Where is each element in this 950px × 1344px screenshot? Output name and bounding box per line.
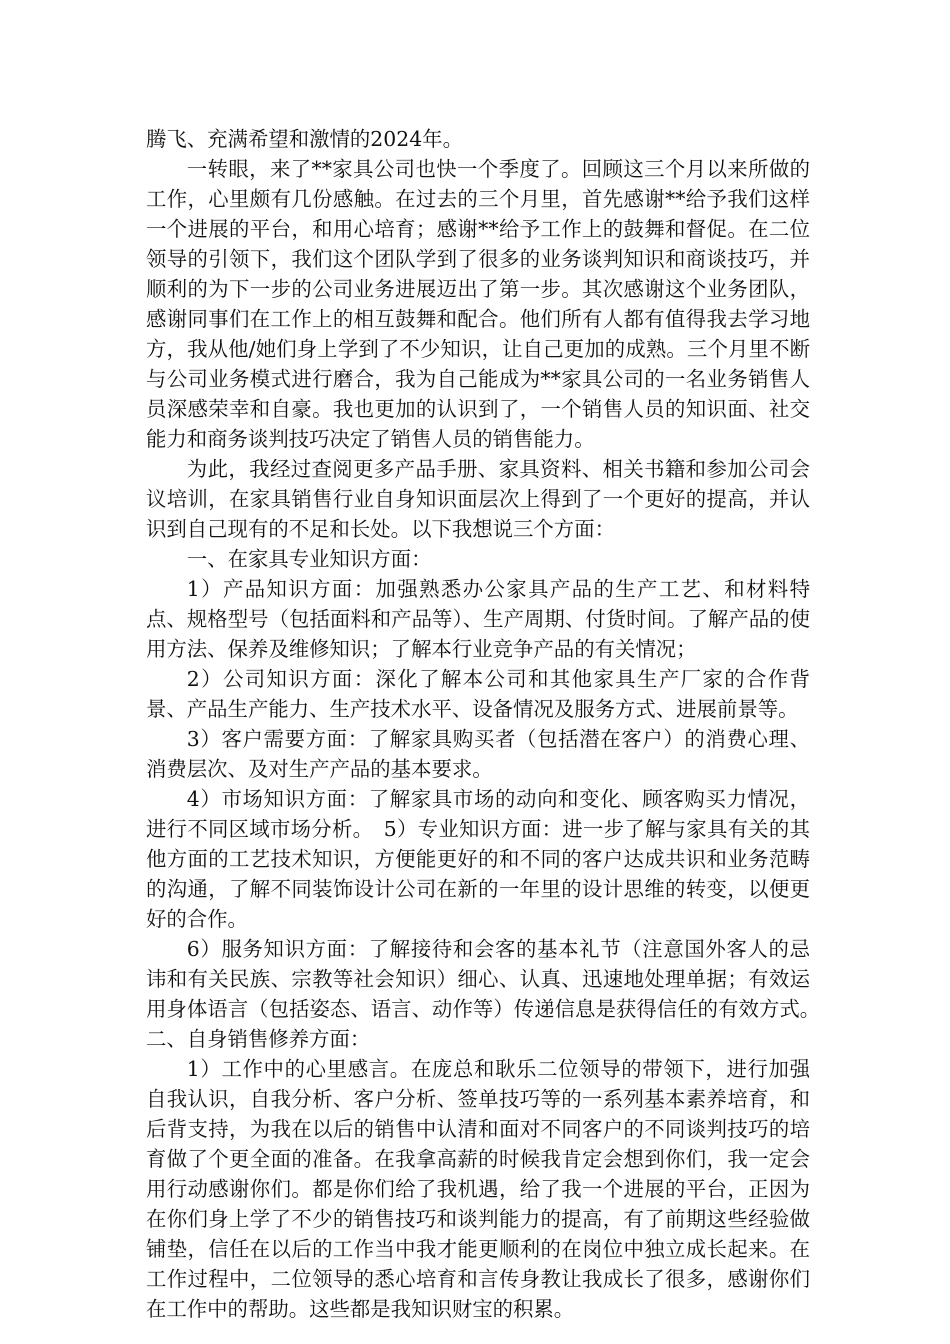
paragraph-product-knowledge: 1）产品知识方面：加强熟悉办公家具产品的生产工艺、和材料特点、规格型号（包括面料和产品等）、生产周期、付货时间。了解产品的使用方法、保养及维修知识；了解本行业竞争产品的有关情况；: [146, 577, 810, 661]
paragraph-market-knowledge: 4）市场知识方面：了解家具市场的动向和变化、顾客购买力情况，进行不同区域市场分析。 5）专业知识方面：进一步了解与家具有关的其他方面的工艺技术知识，方便能更好的和不同的客户达成共识和业务范畴的沟通，了解不同装饰设计公司在新的一年里的设计思维的转变，以便更好的合作。: [146, 787, 810, 931]
section-heading-furniture-knowledge: 一、在家具专业知识方面：: [186, 547, 432, 571]
paragraph-opening-line: 腾飞、充满希望和激情的2024年。: [146, 127, 463, 151]
paragraph-service-knowledge: 6）服务知识方面：了解接待和会客的基本礼节（注意国外客人的忌讳和有关民族、宗教等社会知识）细心、认真、迅速地处理单据；有效运用身体语言（包括姿态、语言、动作等）传递信息是获得信任的有效方式。 二、自身销售修养方面：: [146, 937, 831, 1051]
paragraph-company-knowledge: 2）公司知识方面：深化了解本公司和其他家具生产厂家的合作背景、产品生产能力、生产技术水平、设备情况及服务方式、进展前景等。: [146, 667, 810, 721]
paragraph-customer-needs: 3）客户需要方面：了解家具购买者（包括潜在客户）的消费心理、消费层次、及对生产产品的基本要求。: [146, 727, 810, 781]
paragraph-review-quarter: 一转眼，来了**家具公司也快一个季度了。回顾这三个月以来所做的工作，心里颇有几份感触。在过去的三个月里，首先感谢**给予我们这样一个进展的平台，和用心培育；感谢**给予工作上的鼓舞和督促。在二位领导的引领下，我们这个团队学到了很多的业务谈判知识和商谈技巧，并顺利的为下一步的公司业务进展迈出了第一步。其次感谢这个业务团队，感谢同事们在工作上的相互鼓舞和配合。他们所有人都有值得我去学习地方，我从他/她们身上学到了不少知识，让自己更加的成熟。三个月里不断与公司业务模式进行磨合，我为自己能成为**家具公司的一名业务销售人员深感荣幸和自豪。我也更加的认识到了，一个销售人员的知识面、社交能力和商务谈判技巧决定了销售人员的销售能力。: [146, 157, 810, 451]
paragraph-work-reflection: 1）工作中的心里感言。在庞总和耿乐二位领导的带领下，进行加强自我认识，自我分析、客户分析、签单技巧等的一系列基本素养培育，和后背支持，为我在以后的销售中认清和面对不同客户的不同谈判技巧的培育做了个更全面的准备。在我拿高薪的时候我肯定会想到你们，我一定会用行动感谢你们。都是你们给了我机遇，给了我一个进展的平台，正因为在你们身上学了不少的销售技巧和谈判能力的提高，有了前期这些经验做铺垫，信任在以后的工作当中我才能更顺利的在岗位中独立成长起来。在工作过程中，二位领导的悉心培育和言传身教让我成长了很多，感谢你们在工作中的帮助。这些都是我知识财宝的积累。: [146, 1057, 810, 1321]
paragraph-learning-intro: 为此，我经过查阅更多产品手册、家具资料、相关书籍和参加公司会议培训，在家具销售行业自身知识面层次上得到了一个更好的提高，并认识到自己现有的不足和长处。以下我想说三个方面：: [146, 457, 810, 541]
document-body: [146, 124, 831, 1324]
